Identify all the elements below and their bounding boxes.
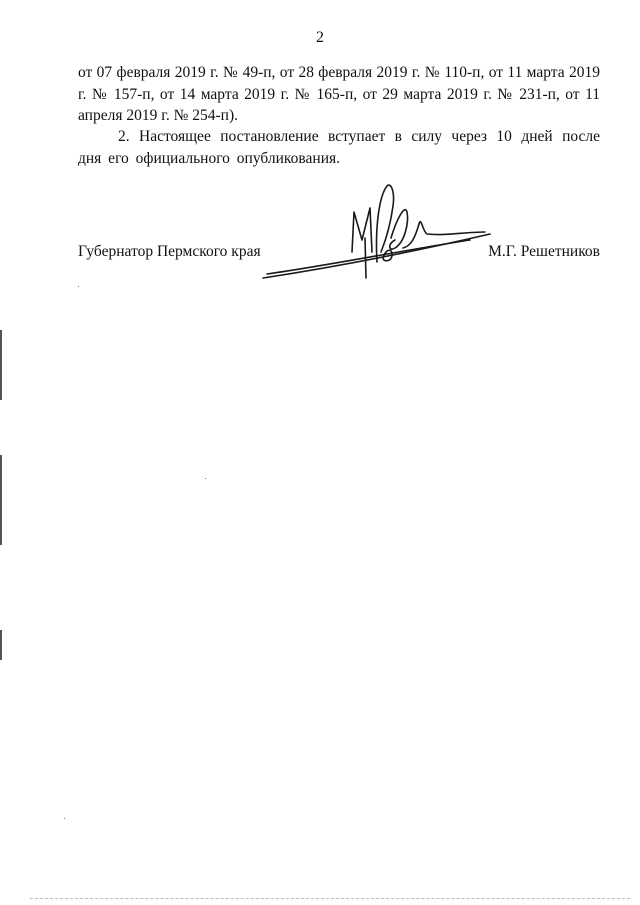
scan-speck	[205, 478, 206, 479]
handwritten-signature	[255, 178, 505, 288]
scan-speck	[64, 818, 65, 819]
scan-edge-mark	[0, 455, 2, 545]
paragraph-effective-date: 2. Настоящее постановление вступает в силу через 10 дней после дня его официального опубликования.	[78, 128, 600, 167]
paragraph-amendments-list: от 07 февраля 2019 г. № 49-п, от 28 февраля 2019 г. № 110-п, от 11 марта 2019 г. № 157-п, от 14 марта 2019 г. № 165-п, от 29 марта 2019 г. № 231-п, от 11 апреля 2019 г. № 254-п).	[78, 64, 600, 124]
scan-edge-mark	[0, 630, 2, 660]
signer-name: М.Г. Решетников	[488, 243, 600, 260]
scan-speck	[78, 286, 79, 287]
scan-bottom-edge	[30, 898, 630, 899]
scan-edge-mark	[0, 330, 2, 400]
page-number: 2	[316, 29, 324, 46]
signer-title: Губернатор Пермского края	[78, 243, 261, 260]
